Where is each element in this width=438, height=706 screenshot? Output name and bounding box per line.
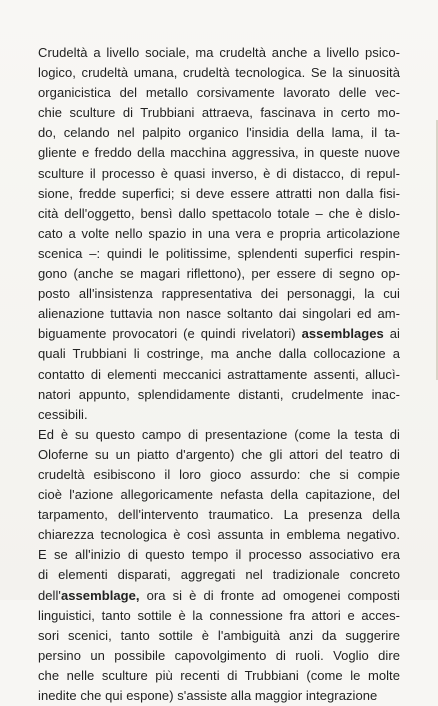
text-run: tarpamento, dell'intervento traumatico. La presenza della: [38, 507, 400, 523]
text-run: chiarezza tecnologica è così assunta in emblema negativo.: [38, 527, 400, 543]
text-line: [38, 83, 400, 103]
text-run: do, celando nel palpito organico l'insidia della lama, il ta-: [38, 125, 400, 141]
text-line: [38, 606, 400, 626]
text-run: logico, crudeltà umana, crudeltà tecnologica. Se la sinuosità: [38, 65, 400, 81]
text-line: [38, 445, 400, 465]
text-run: di elementi disparati, aggregati nel tradizionale concreto: [38, 567, 400, 583]
text-line: [38, 123, 400, 143]
text-line: [38, 626, 400, 646]
text-run: chie sculture di Trubbiani attraeva, fascinava in certo mo-: [38, 105, 400, 121]
text-run: natori appunto, splendidamente distanti, crudelmente inac-: [38, 386, 400, 402]
text-line: [38, 224, 400, 244]
text-run: Oloferne su un piatto d'argento) che gli attori del teatro di: [38, 446, 400, 462]
text-run: ai: [383, 326, 400, 342]
text-line: [38, 525, 400, 545]
text-run: crudeltà esibiscono il loro gioco assurdo: che si compie: [38, 466, 400, 482]
text-line: [38, 586, 400, 606]
body-text: [38, 43, 400, 706]
text-line: [38, 365, 400, 385]
text-line: [38, 344, 400, 364]
text-run: alienazione tuttavia non nasce soltanto dai singolari ed am-: [38, 306, 400, 322]
bold-term: assemblage,: [60, 587, 140, 603]
text-line: [38, 43, 400, 63]
text-run: quali Trubbiani li costringe, ma anche dalla collocazione a: [38, 346, 400, 362]
text-line: [38, 264, 400, 284]
text-run: gliente e freddo della macchina aggressiva, in queste nuove: [38, 145, 400, 161]
text-run: cioè l'azione allegoricamente nefasta della capitazione, del: [38, 487, 400, 503]
text-run: contatto di elementi meccanici astrattamente assenti, allucì-: [38, 366, 400, 382]
text-run: sculture il processo è quasi inverso, è di distacco, di repul-: [38, 165, 400, 181]
text-run: ora si è di fronte ad omogenei composti: [139, 587, 400, 603]
text-line: [38, 164, 400, 184]
text-line: [38, 485, 400, 505]
text-run: cato a volte nello spazio in una vera e propria articolazione: [38, 225, 400, 241]
text-line: [38, 686, 400, 706]
text-line: [38, 184, 400, 204]
text-run: biguamente provocatori (e quindi rivelatori): [38, 326, 302, 342]
text-line: [38, 565, 400, 585]
text-line: [38, 204, 400, 224]
text-line: [38, 505, 400, 525]
text-run: scenica –: quindi le politissime, splendenti superfici respin-: [38, 245, 400, 261]
text-run: sione, fredde superfici; si deve essere attratti non dalla fisi-: [38, 185, 400, 201]
text-run: inedite che qui espone) s'assiste alla maggior integrazione: [38, 688, 378, 703]
text-line: [38, 304, 400, 324]
text-run: cità dell'oggetto, bensì dallo spettacolo totale – che è dislo-: [38, 205, 400, 221]
text-line: [38, 405, 400, 425]
text-run: cessibili.: [38, 406, 88, 422]
text-line: [38, 63, 400, 83]
text-line: [38, 545, 400, 565]
text-run: dell': [38, 587, 61, 603]
text-run: linguistici, tanto sottile è la connessione fra attori e acces-: [38, 607, 400, 623]
text-line: [38, 385, 400, 405]
text-line: [38, 244, 400, 264]
text-line: [38, 143, 400, 163]
text-line: [38, 425, 400, 445]
text-run: gono (anche se magari riflettono), per essere di segno op-: [38, 266, 400, 282]
text-run: Ed è su questo campo di presentazione (come la testa di: [38, 426, 400, 442]
text-line: [38, 103, 400, 123]
text-run: organicistica del metallo corsivamente lavorato delle vec-: [38, 85, 400, 101]
text-line: [38, 666, 400, 686]
text-line: [38, 324, 400, 344]
text-line: [38, 284, 400, 304]
text-run: Crudeltà a livello sociale, ma crudeltà anche a livello psico-: [38, 45, 400, 60]
text-run: E se all'inizio di questo tempo il processo associativo era: [38, 547, 400, 563]
bold-term: assemblages: [301, 326, 384, 342]
text-run: sori scenici, tanto sottile è l'ambiguità anzi da suggerire: [38, 627, 400, 643]
text-line: [38, 465, 400, 485]
text-run: che nelle sculture più recenti di Trubbiani (come le molte: [38, 667, 400, 683]
text-line: [38, 646, 400, 666]
text-run: posto all'insistenza rappresentativa dei personaggi, la cui: [38, 286, 400, 302]
text-run: persino un possibile capovolgimento di ruoli. Voglio dire: [38, 647, 400, 663]
